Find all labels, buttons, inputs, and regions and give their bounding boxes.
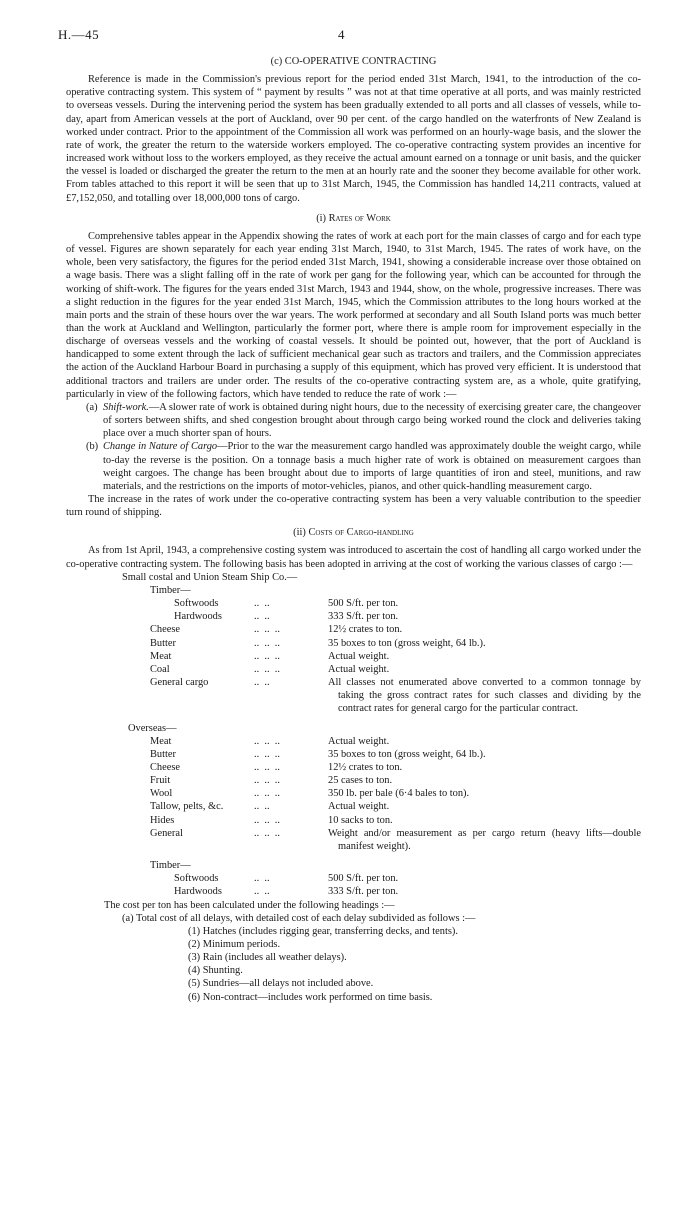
cargo-row — [66, 650, 641, 663]
cargo-row — [66, 637, 641, 650]
cargo-row — [66, 761, 641, 774]
cargo-row — [66, 774, 641, 787]
cargo-item: General — [150, 827, 183, 839]
cargo-row — [66, 814, 641, 827]
delay-item: (2) Minimum periods. — [188, 939, 281, 950]
cargo-item: Hardwoods — [174, 611, 222, 623]
heading-number: (i) — [316, 212, 326, 224]
factor-title: Change in Nature of Cargo — [103, 441, 218, 453]
cargo-row — [66, 623, 641, 636]
cargo-leader-dots: .. .. .. — [254, 761, 280, 773]
cargo-basis: 25 cases to ton. — [328, 775, 393, 787]
cargo-row — [66, 610, 641, 623]
cargo-item: Cheese — [150, 624, 181, 636]
cargo-basis: 35 boxes to ton (gross weight, 64 lb.). — [328, 748, 486, 760]
factor-shift-work — [66, 401, 641, 440]
section-heading-costs — [66, 526, 641, 539]
cargo-basis: 10 sacks to ton. — [328, 814, 393, 826]
overseas-group — [66, 722, 641, 899]
cargo-leader-dots: .. .. .. — [254, 650, 280, 662]
section-heading-rates-of-work — [66, 212, 641, 225]
cargo-basis: Actual weight. — [328, 801, 390, 813]
paragraph-rates-of-work: Comprehensive tables appear in the Appendix showing the rates of work at each port for the main classes of cargo and for each type of vessel. Figures are shown separately for each year ending 31st March, 1940, to 31st March, 1945. The rates of work have, on the whole, been very satisfactory, the figures for the period ended 31st March, 1941, showing a considerable increase over those obtained on a wage basis. There was a slight falling off in the rate of work per gang for the following year, which can be accounted for through the working of shift-work. The figures for the years ended 31st March, 1943 and 1944, show, on the whole, progressive increases. There was a slight reduction in the figures for the year ended 31st March, 1945, which the Commission attributes to the long hours worked at the main ports and the strain of these hours over the war years. The work performed at secondary and all South Island ports was much better than the work at Auckland and Wellington, particularly the former port, where there is ample room for improvement especially in the discharge of overseas vessels and the working of coastal vessels. It should be pointed out, however, that the port of Auckland is handicapped to some extent through the lack of sufficient mechanical gear such as tractors and trailers, and the Commission appreciates the action of the Auckland Harbour Board in purchasing a supply of this equipment, which has proved very efficient. It is understood that additional tractors and trailers are under order. The results of the co-operative contracting system are, as a whole, quite gratifying, particularly in view of the following factors, which have tended to reduce the rate of work :— — [66, 230, 641, 400]
cargo-basis: 35 boxes to ton (gross weight, 64 lb.). — [328, 637, 486, 649]
cargo-leader-dots: .. .. .. — [254, 624, 280, 636]
cargo-basis: 500 S/ft. per ton. — [328, 598, 399, 610]
cargo-item: Softwoods — [174, 598, 219, 610]
timber-title: Timber— — [150, 860, 191, 872]
report-reference: H.—45 — [58, 27, 100, 42]
delay-item: (6) Non-contract—includes work performed on time basis. — [188, 991, 433, 1003]
cargo-row — [66, 748, 641, 761]
overseas-title: Overseas— — [128, 722, 177, 734]
factor-text: —Prior to the war the measurement cargo handled was approximately double the weight cargo, while to-day the reverse is the position. On a tonnage basis a much higher rate of work is obtained on measurement cargoes than weight cargoes. The change has been brought about due to imports of large quantities of iron and steel, munitions, and raw materials, and the restrictions on the imports of motor-vehicles, pianos, and other quick-handling measurement cargo. — [103, 441, 641, 492]
timber-title: Timber— — [150, 584, 191, 596]
cargo-leader-dots: .. .. .. — [254, 663, 280, 675]
heading-title: Costs of Cargo-handling — [308, 527, 414, 539]
cargo-item: Butter — [150, 748, 176, 760]
cargo-leader-dots: .. .. — [254, 598, 270, 610]
delay-item: (4) Shunting. — [188, 965, 243, 977]
cargo-basis: 12½ crates to ton. — [328, 624, 403, 636]
cargo-basis: 333 S/ft. per ton. — [328, 886, 399, 898]
cargo-basis: 500 S/ft. per ton. — [328, 873, 399, 885]
cargo-leader-dots: .. .. — [254, 801, 270, 813]
cargo-item: Coal — [150, 663, 170, 675]
cargo-row — [66, 872, 641, 885]
cargo-basis: 350 lb. per bale (6·4 bales to ton). — [328, 788, 470, 800]
cargo-item: Hardwoods — [174, 886, 222, 898]
factor-marker: (b) — [86, 441, 99, 453]
cargo-leader-dots: .. .. .. — [254, 637, 280, 649]
heading-title: Rates of Work — [328, 212, 391, 224]
cargo-leader-dots: .. .. .. — [254, 735, 280, 747]
cargo-row — [66, 787, 641, 800]
cargo-leader-dots: .. .. .. — [254, 775, 280, 787]
cargo-row — [66, 800, 641, 813]
cargo-basis: All classes not enumerated above converted to a common tonnage by taking the gross contract rates for such classes and dividing by the contract rates for general cargo for the particular contract. — [328, 677, 641, 715]
cargo-row — [66, 597, 641, 610]
coastal-title: Small costal and Union Steam Ship Co.— — [122, 571, 298, 583]
factor-title: Shift-work. — [103, 401, 149, 413]
cost-headings-intro: The cost per ton has been calculated under the following headings :— — [104, 899, 395, 911]
cargo-row — [66, 827, 641, 853]
coastal-group — [66, 571, 641, 716]
cargo-leader-dots: .. .. — [254, 677, 270, 689]
cargo-item: Meat — [150, 735, 172, 747]
page-number: 4 — [338, 27, 345, 42]
factor-change-in-cargo — [66, 440, 641, 493]
delay-item: (1) Hatches (includes rigging gear, transferring decks, and tents). — [188, 925, 458, 937]
delay-list — [66, 925, 641, 1004]
cargo-item: Wool — [150, 788, 173, 800]
cargo-leader-dots: .. .. — [254, 886, 270, 898]
cargo-row — [66, 735, 641, 748]
cargo-leader-dots: .. .. .. — [254, 748, 280, 760]
cargo-basis: Actual weight. — [328, 663, 390, 675]
cost-heading-a: (a) Total cost of all delays, with detailed cost of each delay subdivided as follows :— — [122, 912, 476, 924]
paragraph-costing-system: As from 1st April, 1943, a comprehensive costing system was introduced to ascertain the cost of handling all cargo worked under the co-operative contracting system. The following basis has been adopted in arriving at the cost of working the various classes of cargo :— — [66, 545, 641, 570]
cargo-item: Softwoods — [174, 873, 219, 885]
cargo-item: Cheese — [150, 761, 181, 773]
delay-item: (3) Rain (includes all weather delays). — [188, 952, 347, 964]
cargo-item: Hides — [150, 814, 175, 826]
cargo-basis: 333 S/ft. per ton. — [328, 611, 399, 623]
cargo-row — [66, 663, 641, 676]
cargo-item: Butter — [150, 637, 176, 649]
cargo-item: General cargo — [150, 677, 209, 689]
factor-text: —A slower rate of work is obtained during night hours, due to the necessity of exercising greater care, the changeover of sorters between shifts, and shed congestion brought about through cargo being worked round the clock and deliveries taking place over a much shorter span of hours. — [103, 401, 641, 440]
cargo-item: Fruit — [150, 775, 171, 787]
cargo-basis: Actual weight. — [328, 650, 390, 662]
cargo-item: Tallow, pelts, &c. — [150, 801, 224, 813]
cargo-leader-dots: .. .. .. — [254, 814, 280, 826]
cargo-leader-dots: .. .. .. — [254, 827, 280, 839]
cargo-leader-dots: .. .. — [254, 611, 270, 623]
cargo-basis: Weight and/or measurement as per cargo return (heavy lifts—double manifest weight). — [328, 827, 641, 852]
cargo-leader-dots: .. .. .. — [254, 788, 280, 800]
cargo-row — [66, 885, 641, 898]
heading-number: (ii) — [293, 527, 306, 539]
cargo-basis: Actual weight. — [328, 735, 390, 747]
page-body — [66, 55, 641, 1004]
paragraph-cooperative-contracting: Reference is made in the Commission's previous report for the period ended 31st March, 1941, to the introduction of the co-operative contracting system. This system of “ payment by results ” was not at that time operative at all ports, and was mainly restricted to overseas vessels. During the intervening period the system has been gradually extended to all ports and all classes of vessels, while to-day, apart from American vessels at the port of Auckland, over 90 per cent. of the cargo handled on the waterfronts of New Zealand is worked under contract. Prior to the appointment of the Commission all work was performed on an hourly-wage basis, and the slower the rate of work, the greater the return to the waterside workers employed. The co-operative contracting system provides an incentive for increased work without loss to the workers employed, as they receive the actual amount earned on a tonnage or unit basis, and the quicker the vessel is loaded or discharged the greater the return to the men at an hourly rate and the sooner they become available for other work. From tables attached to this report it will be seen that up to 31st March, 1945, the Commission has handled 14,211 contracts, valued at £7,152,050, and totalling over 18,000,000 tons of cargo. — [66, 74, 641, 204]
paragraph-rates-conclusion: The increase in the rates of work under the co-operative contracting system has been a very valuable contribution to the speedier turn round of shipping. — [66, 494, 641, 519]
cargo-leader-dots: .. .. — [254, 873, 270, 885]
delay-item: (5) Sundries—all delays not included above. — [188, 978, 374, 990]
section-heading-cooperative-contracting: (c) CO-OPERATIVE CONTRACTING — [270, 56, 437, 67]
cargo-basis: 12½ crates to ton. — [328, 761, 403, 773]
cargo-row — [66, 676, 641, 715]
cargo-item: Meat — [150, 650, 172, 662]
factor-marker: (a) — [86, 401, 98, 413]
